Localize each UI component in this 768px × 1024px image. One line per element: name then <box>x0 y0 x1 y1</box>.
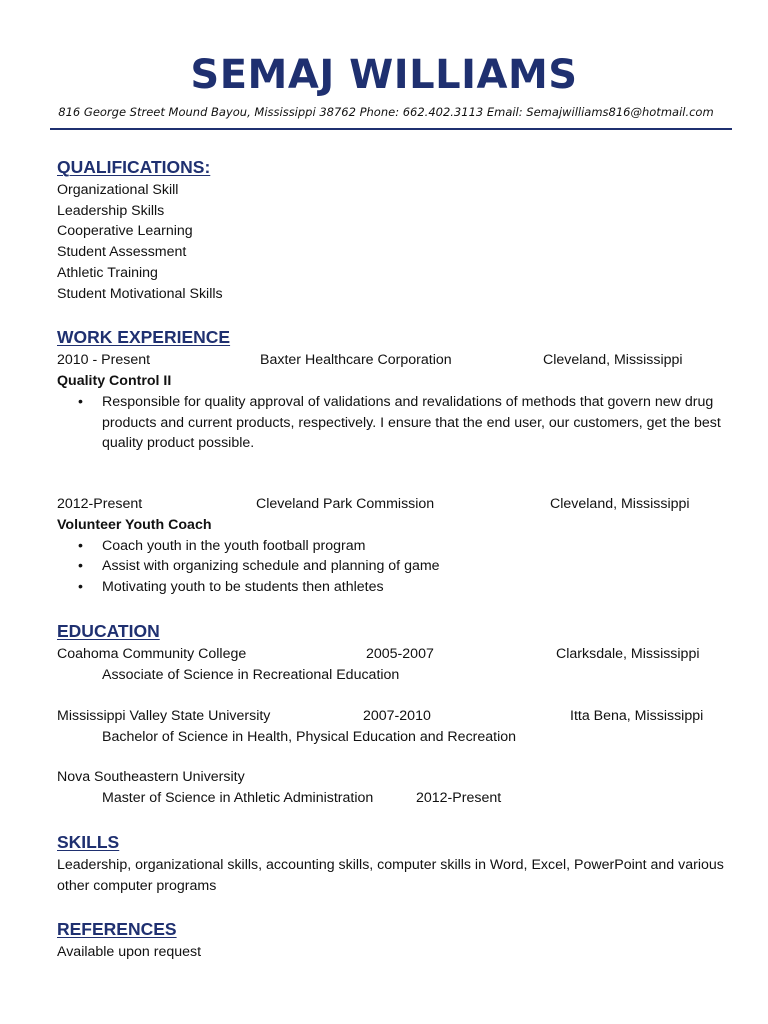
school-name: Mississippi Valley State University <box>57 707 271 724</box>
job-duties-list <box>57 392 737 454</box>
education-section <box>57 618 737 809</box>
work-experience-heading: WORK EXPERIENCE <box>57 327 231 348</box>
education-header-row <box>57 706 737 727</box>
degree-name: Master of Science in Athletic Administration <box>102 789 374 806</box>
education-header-row <box>57 644 737 665</box>
resume-name: SEMAJ WILLIAMS <box>190 52 578 98</box>
degree-name: Associate of Science in Recreational Education <box>102 666 400 683</box>
job-employer: Cleveland Park Commission <box>256 496 435 513</box>
school-name: Nova Southeastern University <box>57 769 245 786</box>
job-duty-item: • Coach youth in the youth football program <box>102 536 737 557</box>
degree-row <box>57 788 737 809</box>
qualification-item: Leadership Skills <box>57 202 165 219</box>
education-dates: 2005-2007 <box>366 645 434 662</box>
job-dates: 2012-Present <box>57 496 143 513</box>
degree-name: Bachelor of Science in Health, Physical Education and Recreation <box>102 728 517 745</box>
education-location: Clarksdale, Mississippi <box>556 645 700 662</box>
job-dates: 2010 - Present <box>57 352 151 369</box>
education-entry <box>57 767 737 809</box>
job-location: Cleveland, Mississippi <box>550 496 690 513</box>
job-title: Volunteer Youth Coach <box>57 517 212 534</box>
qualifications-heading: QUALIFICATIONS: <box>57 157 211 177</box>
references-heading: REFERENCES <box>57 919 177 940</box>
qualification-item: Athletic Training <box>57 264 158 281</box>
education-entry <box>57 706 737 748</box>
job-entry <box>57 494 737 598</box>
job-duty-item: • Assist with organizing schedule and planning of game <box>102 556 737 577</box>
references-text: Available upon request <box>57 944 202 961</box>
skills-heading: SKILLS <box>57 831 120 852</box>
education-entry <box>57 644 737 686</box>
education-dates: 2007-2010 <box>363 707 431 724</box>
references-section <box>57 916 737 963</box>
job-duty-item: • Motivating youth to be students then athletes <box>102 577 737 598</box>
qualification-item: Student Assessment <box>57 244 187 261</box>
qualification-item: Cooperative Learning <box>57 223 193 240</box>
qualifications-list <box>57 180 737 304</box>
job-header-row <box>57 350 737 371</box>
skills-section <box>57 829 737 896</box>
job-duty-item: • Responsible for quality approval of validations and revalidations of methods that govern new drug products and current products, respectively. I ensure that the end user, our customers, get the best quality product possible. <box>102 392 737 454</box>
qualification-item: Student Motivational Skills <box>57 285 223 302</box>
job-location: Cleveland, Mississippi <box>543 352 683 369</box>
job-header-row <box>57 494 737 515</box>
work-experience-section <box>57 324 737 598</box>
education-heading: EDUCATION <box>57 620 160 641</box>
contact-line: 816 George Street Mound Bayou, Mississippi 38762 Phone: 662.402.3113 Email: Semajwilliams816@hotmail.com <box>58 105 714 119</box>
qualification-item: Organizational Skill <box>57 182 179 198</box>
job-duties-list <box>57 536 737 598</box>
header-divider <box>50 128 732 130</box>
job-employer: Baxter Healthcare Corporation <box>260 352 452 369</box>
qualifications-section <box>57 154 737 304</box>
job-title: Quality Control II <box>57 373 172 390</box>
education-location: Itta Bena, Mississippi <box>570 707 704 724</box>
education-dates: 2012-Present <box>416 789 502 806</box>
school-name: Coahoma Community College <box>57 645 247 662</box>
skills-text: Leadership, organizational skills, accounting skills, computer skills in Word, Excel, PowerPoint and various other computer programs <box>57 856 724 894</box>
job-entry <box>57 350 737 454</box>
resume-body <box>57 154 737 963</box>
